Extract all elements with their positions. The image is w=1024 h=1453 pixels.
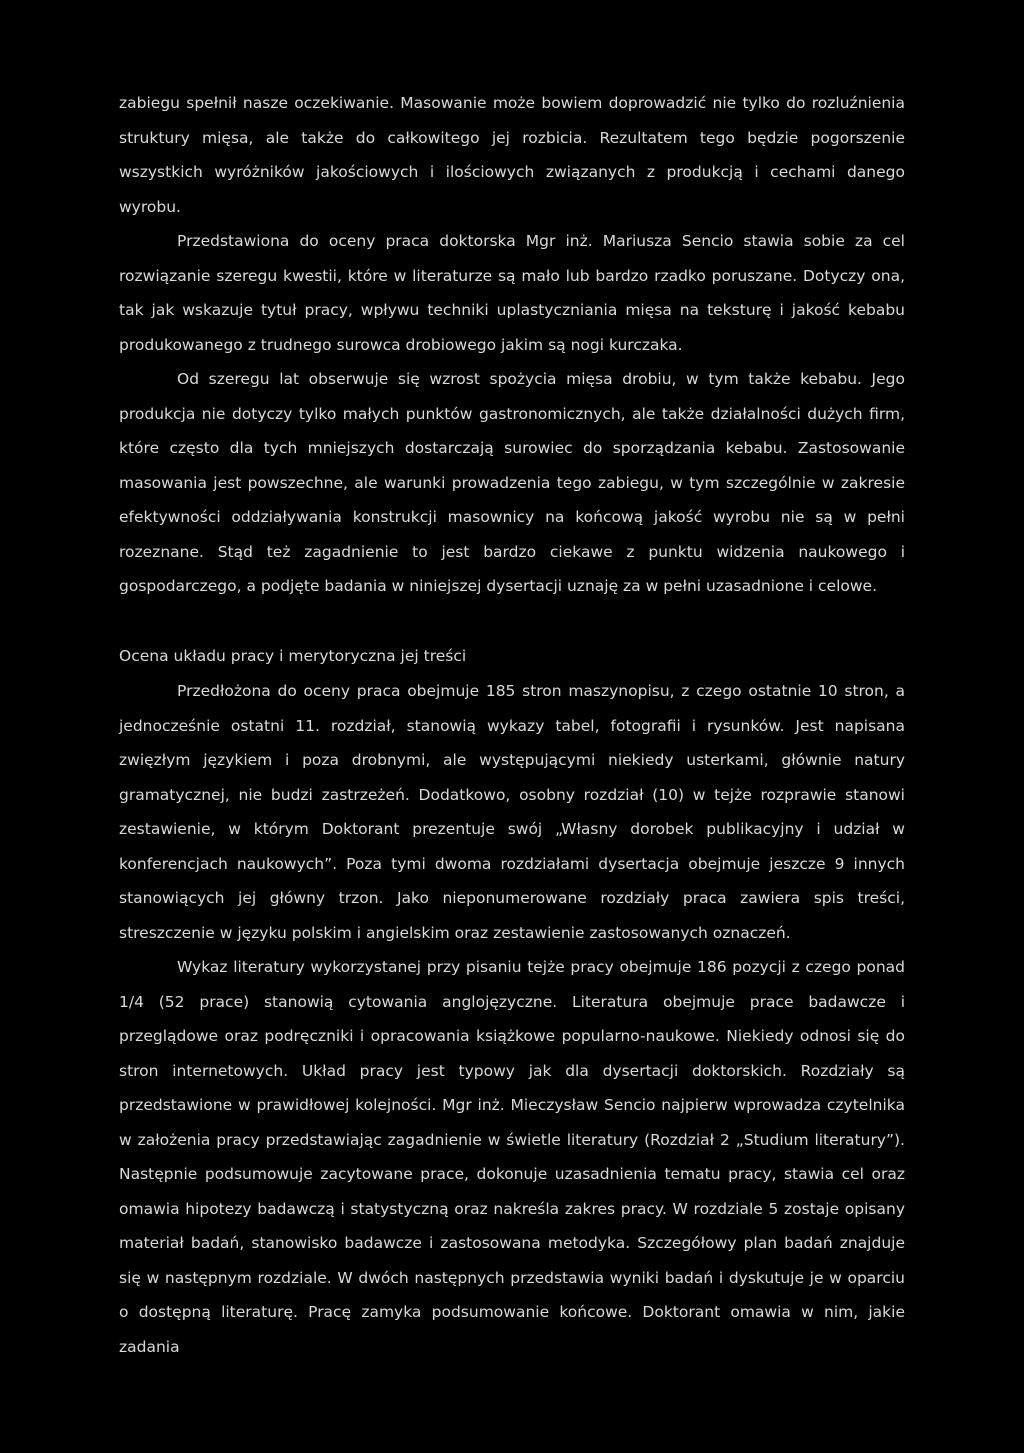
paragraph-kebab-consumption: Od szeregu lat obserwuje się wzrost spożycia mięsa drobiu, w tym także kebabu. Jego produkcja nie dotyczy tylko małych punktów gastronomicznych, ale także działalności dużych firm, które często dla tych mniejszych dostarczają surowiec do sporządzania kebabu. Zastosowanie masowania jest powszechne, ale warunki prowadzenia tego zabiegu, w tym szczególnie w zakresie efektywności oddziaływania konstrukcji masownicy na końcową jakość wyrobu nie są w pełni rozeznane. Stąd też zagadnienie to jest bardzo ciekawe z punktu widzenia naukowego i gospodarczego, a podjęte badania w niniejszej dysertacji uznaję za w pełni uzasadnione i celowe. <box>119 370 905 595</box>
text-section-structure <box>119 674 905 1364</box>
paragraph-thesis-structure: Przedłożona do oceny praca obejmuje 185 stron maszynopisu, z czego ostatnie 10 stron, a jednocześnie ostatni 11. rozdział, stanowią wykazy tabel, fotografii i rysunków. Jest napisana zwięzłym językiem i poza drobnymi, ale występującymi niekiedy usterkami, głównie natury gramatycznej, nie budzi zastrzeżeń. Dodatkowo, osobny rozdział (10) w tejże rozprawie stanowi zestawienie, w którym Doktorant prezentuje swój „Własny dorobek publikacyjny i udział w konferencjach naukowych”. Poza tymi dwoma rozdziałami dysertacja obejmuje jeszcze 9 innych stanowiących jej główny trzon. Jako nieponumerowane rozdziały praca zawiera spis treści, streszczenie w języku polskim i angielskim oraz zestawienie zastosowanych oznaczeń. <box>119 682 905 942</box>
section-heading: Ocena układu pracy i merytoryczna jej treści <box>119 647 467 665</box>
text-section-intro <box>119 86 905 604</box>
paragraph-thesis-aim: Przedstawiona do oceny praca doktorska Mgr inż. Mariusza Sencio stawia sobie za cel rozwiązanie szeregu kwestii, które w literaturze są mało lub bardzo rzadko poruszane. Dotyczy ona, tak jak wskazuje tytuł pracy, wpływu techniki uplastyczniania mięsa na teksturę i jakość kebabu produkowanego z trudnego surowca drobiowego jakim są nogi kurczaka. <box>119 232 905 354</box>
paragraph-continuation: zabiegu spełnił nasze oczekiwanie. Masowanie może bowiem doprowadzić nie tylko do rozluźnienia struktury mięsa, ale także do całkowitego jej rozbicia. Rezultatem tego będzie pogorszenie wszystkich wyróżników jakościowych i ilościowych związanych z produkcją i cechami danego wyrobu. <box>119 94 905 216</box>
paragraph-literature: Wykaz literatury wykorzystanej przy pisaniu tejże pracy obejmuje 186 pozycji z czego ponad 1/4 (52 prace) stanowią cytowania anglojęzyczne. Literatura obejmuje prace badawcze i przeglądowe oraz podręczniki i opracowania książkowe popularno-naukowe. Niekiedy odnosi się do stron internetowych. Układ pracy jest typowy jak dla dysertacji doktorskich. Rozdziały są przedstawione w prawidłowej kolejności. Mgr inż. Mieczysław Sencio najpierw wprowadza czytelnika w założenia pracy przedstawiając zagadnienie w świetle literatury (Rozdział 2 „Studium literatury”). Następnie podsumowuje zacytowane prace, dokonuje uzasadnienia tematu pracy, stawia cel oraz omawia hipotezy badawczą i statystyczną oraz nakreśla zakres pracy. W rozdziale 5 zostaje opisany materiał badań, stanowisko badawcze i zastosowana metodyka. Szczegółowy plan badań znajduje się w następnym rozdziale. W dwóch następnych przedstawia wyniki badań i dyskutuje je w oparciu o dostępną literaturę. Pracę zamyka podsumowanie końcowe. Doktorant omawia w nim, jakie zadania <box>119 958 905 1356</box>
